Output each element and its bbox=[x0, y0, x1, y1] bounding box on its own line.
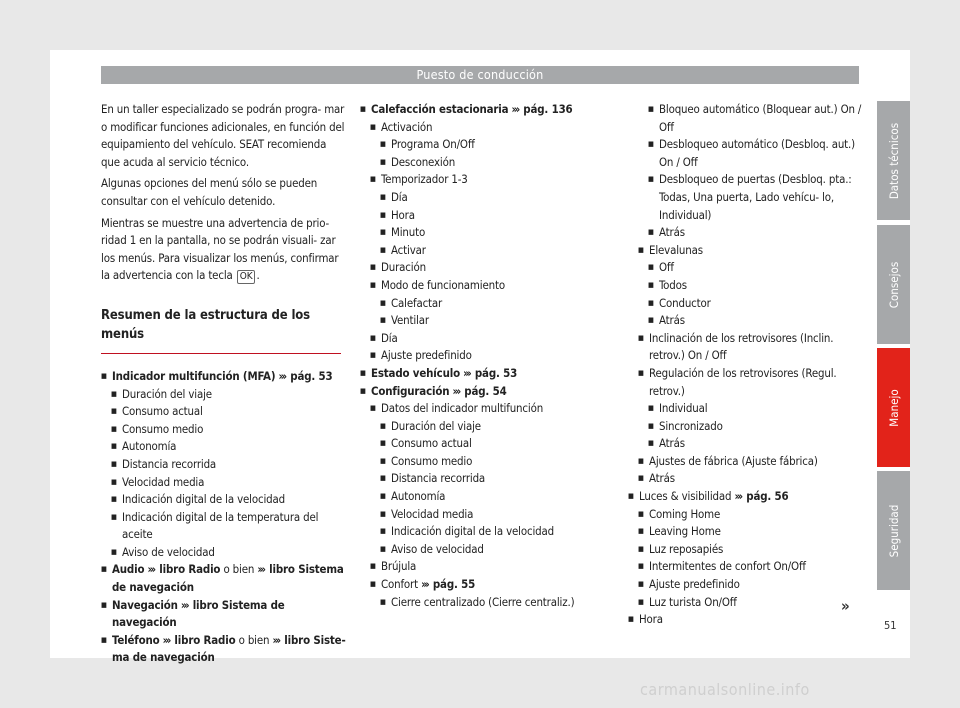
menu-item bbox=[638, 541, 863, 559]
menu-item-label: Ajustes de fábrica (Ajuste fábrica) bbox=[649, 453, 818, 468]
menu-list-2 bbox=[360, 101, 605, 611]
menu-item bbox=[648, 136, 863, 171]
menu-item-label: Inclinación de los retrovisores (Inclin. retrov.) On / Off bbox=[649, 330, 834, 363]
reference-arrow: ››› bbox=[147, 562, 155, 577]
menu-item bbox=[648, 418, 863, 436]
menu-item-label: Programa On/Off bbox=[391, 137, 475, 152]
reference-arrow: ››› bbox=[463, 365, 470, 380]
menu-item-label: Aviso de velocidad bbox=[122, 544, 215, 559]
menu-item-label: Consumo actual bbox=[122, 404, 203, 419]
page-reference: libro Siste- ma de navegación bbox=[112, 632, 346, 665]
reference-arrow: ››› bbox=[452, 383, 460, 398]
menu-item bbox=[648, 224, 863, 242]
menu-item-label: Calefacción estacionaria bbox=[371, 102, 509, 116]
menu-item bbox=[648, 435, 863, 453]
menu-list-1 bbox=[101, 368, 346, 667]
tab-label: Seguridad bbox=[886, 504, 901, 557]
menu-item bbox=[370, 576, 605, 594]
menu-item bbox=[648, 259, 863, 277]
page-reference: pág. 136 bbox=[523, 102, 573, 116]
column-3 bbox=[628, 101, 863, 629]
reference-arrow: ››› bbox=[511, 102, 519, 116]
tab-manejo[interactable] bbox=[877, 348, 910, 467]
intro-paragraph-2: Algunas opciones del menú sólo se pueden consultar con el vehículo detenido. bbox=[101, 176, 318, 208]
intro-paragraph-3-text: Mientras se muestre una advertencia de prio- ridad 1 en la pantalla, no se podrán visuali- zar los menús. Para visualizar los menús, confirmar la advertencia con la tecla bbox=[101, 215, 339, 283]
menu-item bbox=[370, 558, 605, 576]
page-number: 51 bbox=[884, 619, 897, 632]
menu-item bbox=[370, 330, 605, 348]
menu-item-connector: o bien bbox=[223, 562, 255, 577]
page-reference: libro Radio bbox=[159, 562, 221, 577]
reference-arrow: ››› bbox=[180, 597, 188, 612]
menu-item-label: Cierre centralizado (Cierre centraliz.) bbox=[391, 594, 575, 609]
intro-paragraph-3 bbox=[101, 215, 346, 285]
menu-item bbox=[638, 365, 863, 400]
menu-item bbox=[111, 403, 346, 421]
menu-item bbox=[638, 330, 863, 365]
menu-item-label: Desbloqueo de puertas (Desbloq. pta.: Todas, Una puerta, Lado vehícu- lo, Individual) bbox=[659, 172, 852, 222]
menu-item-label: Luces & visibilidad bbox=[639, 489, 732, 504]
menu-item-label: Atrás bbox=[659, 313, 685, 328]
page-reference: pág. 56 bbox=[746, 489, 789, 504]
menu-item-label: Duración bbox=[381, 260, 426, 275]
reference-arrow: ››› bbox=[421, 577, 428, 592]
menu-item bbox=[380, 136, 605, 154]
menu-item bbox=[638, 242, 863, 260]
menu-item-label: Día bbox=[381, 330, 398, 345]
menu-item-label: Configuración bbox=[371, 383, 450, 398]
menu-item-label: Distancia recorrida bbox=[122, 456, 217, 471]
menu-item-label: Regulación de los retrovisores (Regul. retrov.) bbox=[649, 365, 837, 398]
menu-item-label: Temporizador 1-3 bbox=[381, 172, 468, 187]
menu-item-label: Hora bbox=[639, 612, 663, 627]
menu-item bbox=[380, 295, 605, 313]
section-title: Puesto de conducción bbox=[416, 67, 544, 82]
tab-label: Consejos bbox=[886, 261, 901, 308]
menu-item-label: Leaving Home bbox=[649, 524, 721, 539]
menu-item-label: Atrás bbox=[659, 225, 685, 240]
page-reference: pág. 53 bbox=[474, 365, 518, 380]
menu-item bbox=[380, 488, 605, 506]
column-2 bbox=[360, 101, 605, 611]
menu-item-label: Día bbox=[391, 189, 408, 204]
menu-item-label: Confort bbox=[381, 577, 418, 592]
menu-item bbox=[638, 576, 863, 594]
menu-item bbox=[648, 295, 863, 313]
menu-item bbox=[370, 259, 605, 277]
intro-paragraph-1: En un taller especializado se podrán progra- mar o modificar funciones adicionales, en función del equipamiento del vehículo. SEAT recomienda que acuda al servicio técnico. bbox=[101, 102, 345, 169]
menu-item-label: Datos del indicador multifunción bbox=[381, 401, 544, 416]
menu-item bbox=[628, 488, 863, 506]
menu-item bbox=[380, 312, 605, 330]
menu-item-label: Modo de funcionamiento bbox=[381, 277, 505, 292]
menu-item bbox=[380, 470, 605, 488]
menu-item bbox=[648, 277, 863, 295]
menu-item-label: Desbloqueo automático (Desbloq. aut.) On / Off bbox=[659, 137, 856, 169]
menu-item bbox=[111, 544, 346, 562]
tab-datos-t-cnicos[interactable] bbox=[877, 101, 910, 220]
menu-item-label: Activación bbox=[381, 119, 433, 134]
menu-item-label: Velocidad media bbox=[391, 506, 474, 521]
menu-item-label: Calefactar bbox=[391, 295, 443, 310]
menu-item-label: Coming Home bbox=[649, 506, 721, 521]
menu-item bbox=[648, 101, 863, 136]
menu-item bbox=[648, 171, 863, 224]
menu-item-label: Brújula bbox=[381, 559, 417, 574]
menu-item bbox=[101, 597, 346, 632]
menu-item-label: Ajuste predefinido bbox=[381, 348, 472, 363]
menu-item-label: Activar bbox=[391, 242, 426, 257]
menu-item-label: Autonomía bbox=[122, 439, 177, 454]
menu-item-label: Sincronizado bbox=[659, 418, 723, 433]
menu-item bbox=[380, 594, 605, 612]
page-reference: pág. 53 bbox=[290, 368, 333, 383]
menu-item-label: Consumo medio bbox=[122, 421, 204, 436]
menu-item-label: Indicación digital de la temperatura del aceite bbox=[122, 509, 319, 542]
menu-item-label: Todos bbox=[659, 277, 687, 292]
menu-item bbox=[111, 474, 346, 492]
reference-arrow: ››› bbox=[257, 562, 264, 577]
menu-list-3 bbox=[628, 101, 863, 629]
menu-item bbox=[648, 312, 863, 330]
menu-item-label: Bloqueo automático (Bloquear aut.) On / Off bbox=[659, 102, 862, 134]
menu-item-label: Desconexión bbox=[391, 154, 456, 169]
menu-item bbox=[638, 558, 863, 576]
intro-paragraph-3-end: . bbox=[256, 268, 260, 283]
menu-item bbox=[370, 400, 605, 418]
continue-mark: » bbox=[841, 597, 850, 615]
reference-arrow: ››› bbox=[162, 632, 170, 647]
page-reference: libro Sistema de navegación bbox=[112, 597, 285, 630]
menu-item bbox=[111, 456, 346, 474]
menu-item bbox=[360, 365, 605, 383]
menu-item-label: Hora bbox=[391, 207, 415, 222]
menu-item-label: Intermitentes de confort On/Off bbox=[649, 559, 806, 574]
menu-item bbox=[638, 594, 863, 612]
menu-item bbox=[101, 368, 346, 386]
page-reference: pág. 54 bbox=[464, 383, 507, 398]
menu-item-label: Atrás bbox=[659, 436, 685, 451]
menu-item bbox=[648, 400, 863, 418]
menu-item-label: Consumo medio bbox=[391, 453, 473, 468]
menu-item-label: Indicación digital de la velocidad bbox=[391, 524, 555, 539]
tab-seguridad[interactable] bbox=[877, 471, 910, 590]
menu-item-label: Atrás bbox=[649, 471, 675, 486]
reference-arrow: ››› bbox=[278, 368, 286, 383]
page-reference: libro Sistema de navegación bbox=[112, 562, 344, 595]
menu-item bbox=[111, 509, 346, 544]
menu-item bbox=[101, 561, 346, 596]
menu-item-label: Aviso de velocidad bbox=[391, 541, 484, 556]
menu-item-label: Indicación digital de la velocidad bbox=[122, 492, 286, 507]
reference-arrow: ››› bbox=[272, 632, 280, 647]
menu-item-label: Individual bbox=[659, 401, 708, 416]
menu-item bbox=[380, 154, 605, 172]
tab-consejos[interactable] bbox=[877, 225, 910, 344]
page-reference: pág. 55 bbox=[432, 577, 476, 592]
menu-item bbox=[380, 207, 605, 225]
menu-item bbox=[111, 386, 346, 404]
menu-item bbox=[628, 611, 863, 629]
menu-item-label: Luz turista On/Off bbox=[649, 594, 737, 609]
menu-item bbox=[638, 506, 863, 524]
menu-item bbox=[370, 119, 605, 137]
menu-item-label: Navegación bbox=[112, 597, 178, 612]
menu-item-label: Conductor bbox=[659, 295, 711, 310]
menu-item bbox=[111, 421, 346, 439]
menu-item bbox=[101, 632, 346, 667]
menu-item-label: Estado vehículo bbox=[371, 365, 460, 380]
menu-item bbox=[370, 171, 605, 189]
menu-item-label: Velocidad media bbox=[122, 474, 205, 489]
menu-item-label: Consumo actual bbox=[391, 436, 472, 451]
column-1 bbox=[101, 101, 346, 667]
menu-item bbox=[380, 242, 605, 260]
menu-item bbox=[370, 277, 605, 295]
menu-item-label: Audio bbox=[112, 562, 145, 577]
menu-item bbox=[380, 541, 605, 559]
tab-label: Datos técnicos bbox=[886, 122, 901, 199]
menu-item-label: Duración del viaje bbox=[122, 386, 212, 401]
menu-item-label: Ventilar bbox=[391, 313, 429, 328]
menu-item-label: Distancia recorrida bbox=[391, 471, 486, 486]
menu-item-label: Luz reposapiés bbox=[649, 541, 724, 556]
menu-item bbox=[380, 523, 605, 541]
menu-item bbox=[638, 453, 863, 471]
menu-item bbox=[380, 435, 605, 453]
menu-item bbox=[360, 101, 605, 119]
menu-item bbox=[638, 523, 863, 541]
menu-item-label: Ajuste predefinido bbox=[649, 577, 740, 592]
menu-item-label: Indicador multifunción (MFA) bbox=[112, 368, 276, 383]
ok-key-symbol: OK bbox=[237, 270, 256, 284]
menu-item-label: Elevalunas bbox=[649, 242, 703, 257]
menu-item-label: Minuto bbox=[391, 225, 426, 240]
menu-item-label: Teléfono bbox=[112, 632, 160, 647]
summary-heading: Resumen de la estructura de los menús bbox=[101, 306, 341, 354]
menu-item bbox=[380, 418, 605, 436]
menu-item bbox=[380, 506, 605, 524]
watermark: carmanualsonline.info bbox=[640, 680, 810, 699]
menu-item bbox=[638, 470, 863, 488]
menu-item bbox=[380, 189, 605, 207]
menu-item bbox=[380, 453, 605, 471]
menu-item bbox=[360, 383, 605, 401]
menu-item bbox=[111, 438, 346, 456]
menu-item-connector: o bien bbox=[238, 632, 270, 647]
section-header bbox=[101, 66, 859, 84]
menu-item-label: Off bbox=[659, 260, 674, 275]
menu-item bbox=[111, 491, 346, 509]
menu-item-label: Duración del viaje bbox=[391, 418, 481, 433]
reference-arrow: ››› bbox=[734, 489, 742, 504]
tab-label: Manejo bbox=[886, 388, 901, 427]
page-reference: libro Radio bbox=[174, 632, 236, 647]
menu-item-label: Autonomía bbox=[391, 489, 446, 504]
menu-item bbox=[380, 224, 605, 242]
menu-item bbox=[370, 347, 605, 365]
